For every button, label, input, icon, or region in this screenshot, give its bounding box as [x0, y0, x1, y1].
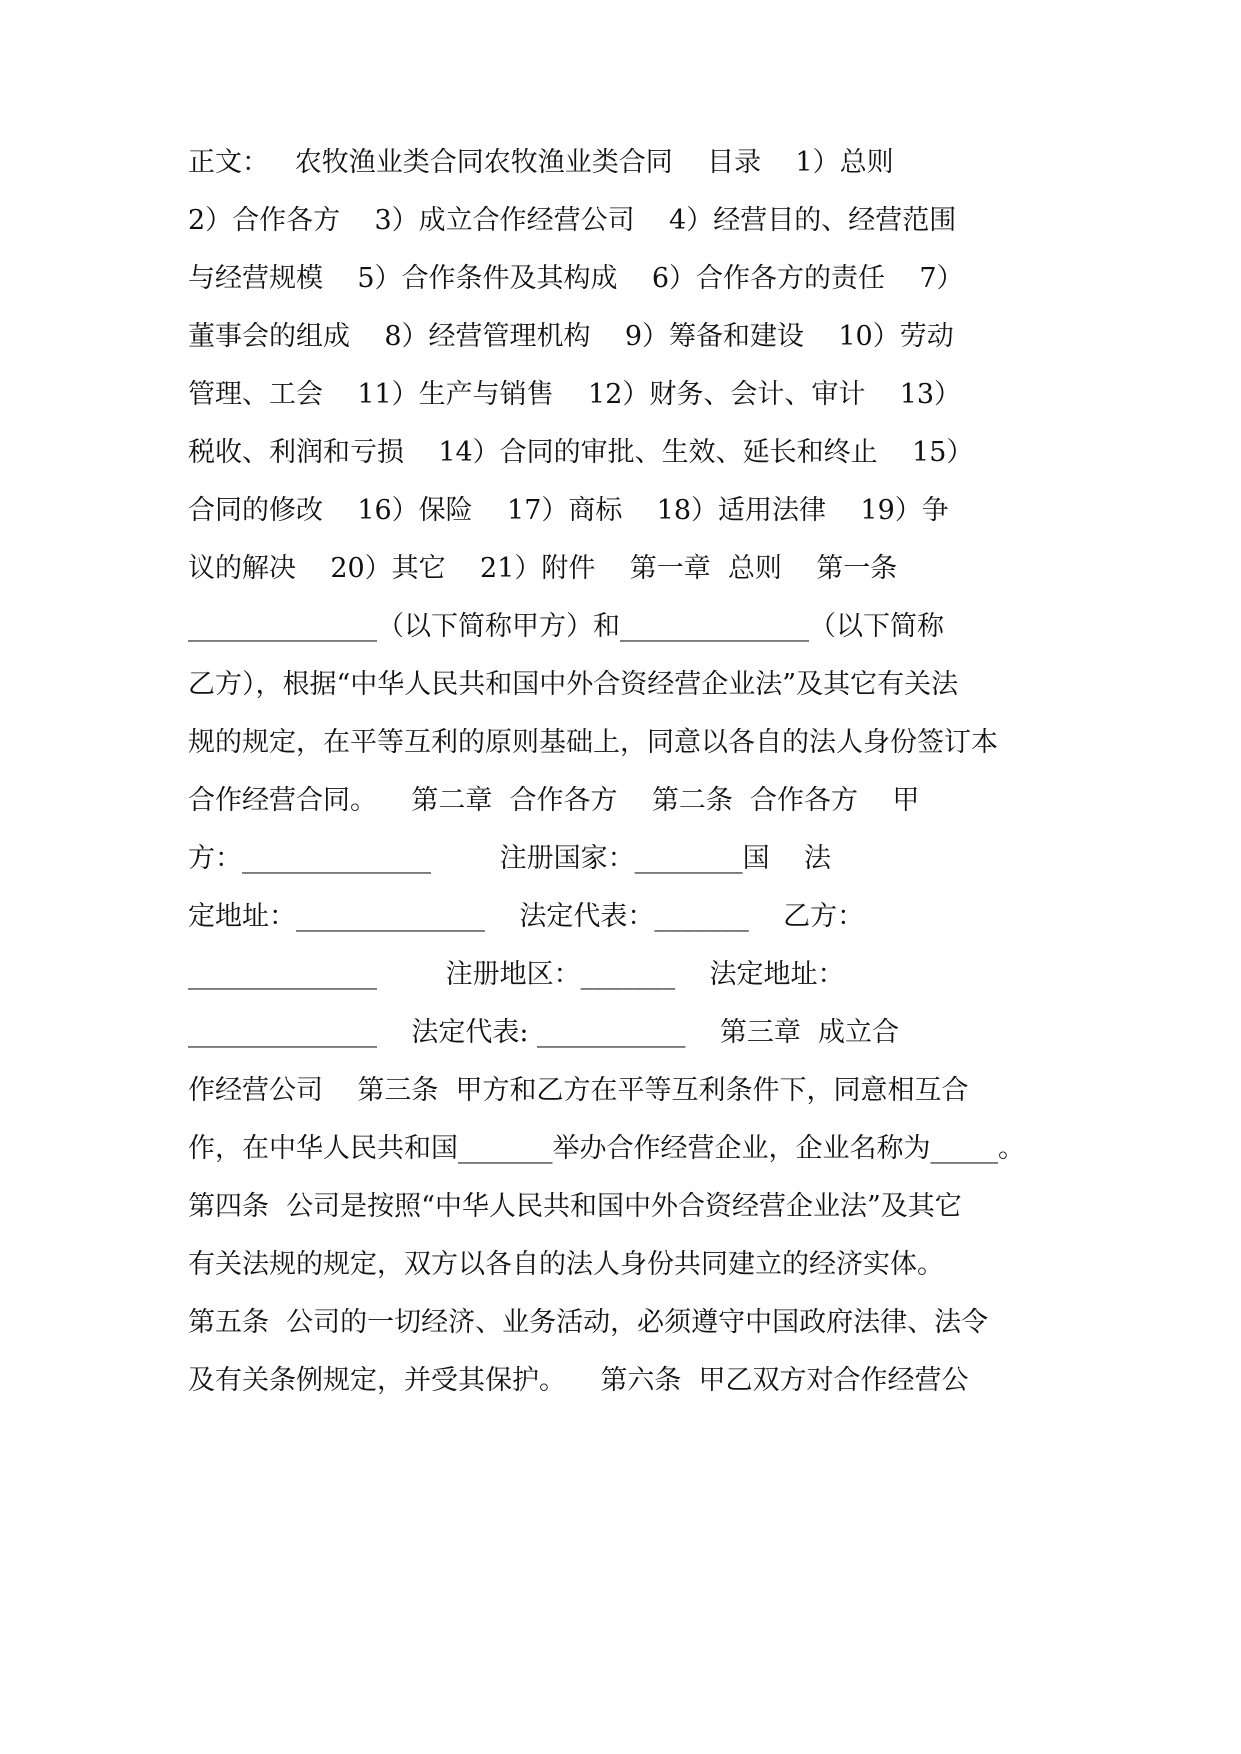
text-line: 方：______________ 注册国家：________国 法	[188, 843, 831, 874]
text-line: 作，在中华人民共和国_______举办合作经营企业，企业名称为_____。	[188, 1133, 1025, 1164]
text-line: 与经营规模 5）合作条件及其构成 6）合作各方的责任 7）	[188, 263, 964, 294]
text-line: 董事会的组成 8）经营管理机构 9）筹备和建设 10）劳动	[188, 321, 954, 352]
text-line: 正文： 农牧渔业类合同农牧渔业类合同 目录 1）总则	[188, 147, 894, 178]
text-line: 税收、利润和亏损 14）合同的审批、生效、延长和终止 15）	[188, 437, 974, 468]
text-line: 议的解决 20）其它 21）附件 第一章 总则 第一条	[188, 553, 898, 584]
text-line: 及有关条例规定，并受其保护。 第六条 甲乙双方对合作经营公	[188, 1365, 969, 1396]
text-line: ______________ 注册地区：_______ 法定地址：	[188, 959, 845, 990]
text-line: 合作经营合同。 第二章 合作各方 第二条 合作各方 甲	[188, 785, 920, 816]
text-line: 有关法规的规定，双方以各自的法人身份共同建立的经济实体。	[188, 1249, 944, 1280]
text-line: 规的规定，在平等互利的原则基础上，同意以各自的法人身份签订本	[188, 727, 998, 758]
text-line: 合同的修改 16）保险 17）商标 18）适用法律 19）争	[188, 495, 949, 526]
text-line: 2）合作各方 3）成立合作经营公司 4）经营目的、经营范围	[188, 205, 957, 236]
text-line: ______________ 法定代表: ___________ 第三章 成立合	[188, 1017, 900, 1048]
text-line: 第四条 公司是按照“中华人民共和国中外合资经营企业法”及其它	[188, 1191, 962, 1222]
text-line: 定地址：______________ 法定代表：_______ 乙方：	[188, 901, 865, 932]
text-line: 管理、工会 11）生产与销售 12）财务、会计、审计 13）	[188, 379, 962, 410]
text-line: 乙方），根据“中华人民共和国中外合资经营企业法”及其它有关法	[188, 669, 959, 700]
text-line: ______________（以下简称甲方）和______________（以下简称	[188, 611, 944, 642]
text-line: 第五条 公司的一切经济、业务活动，必须遵守中国政府法律、法令	[188, 1307, 989, 1338]
text-line: 作经营公司 第三条 甲方和乙方在平等互利条件下，同意相互合	[188, 1075, 969, 1106]
